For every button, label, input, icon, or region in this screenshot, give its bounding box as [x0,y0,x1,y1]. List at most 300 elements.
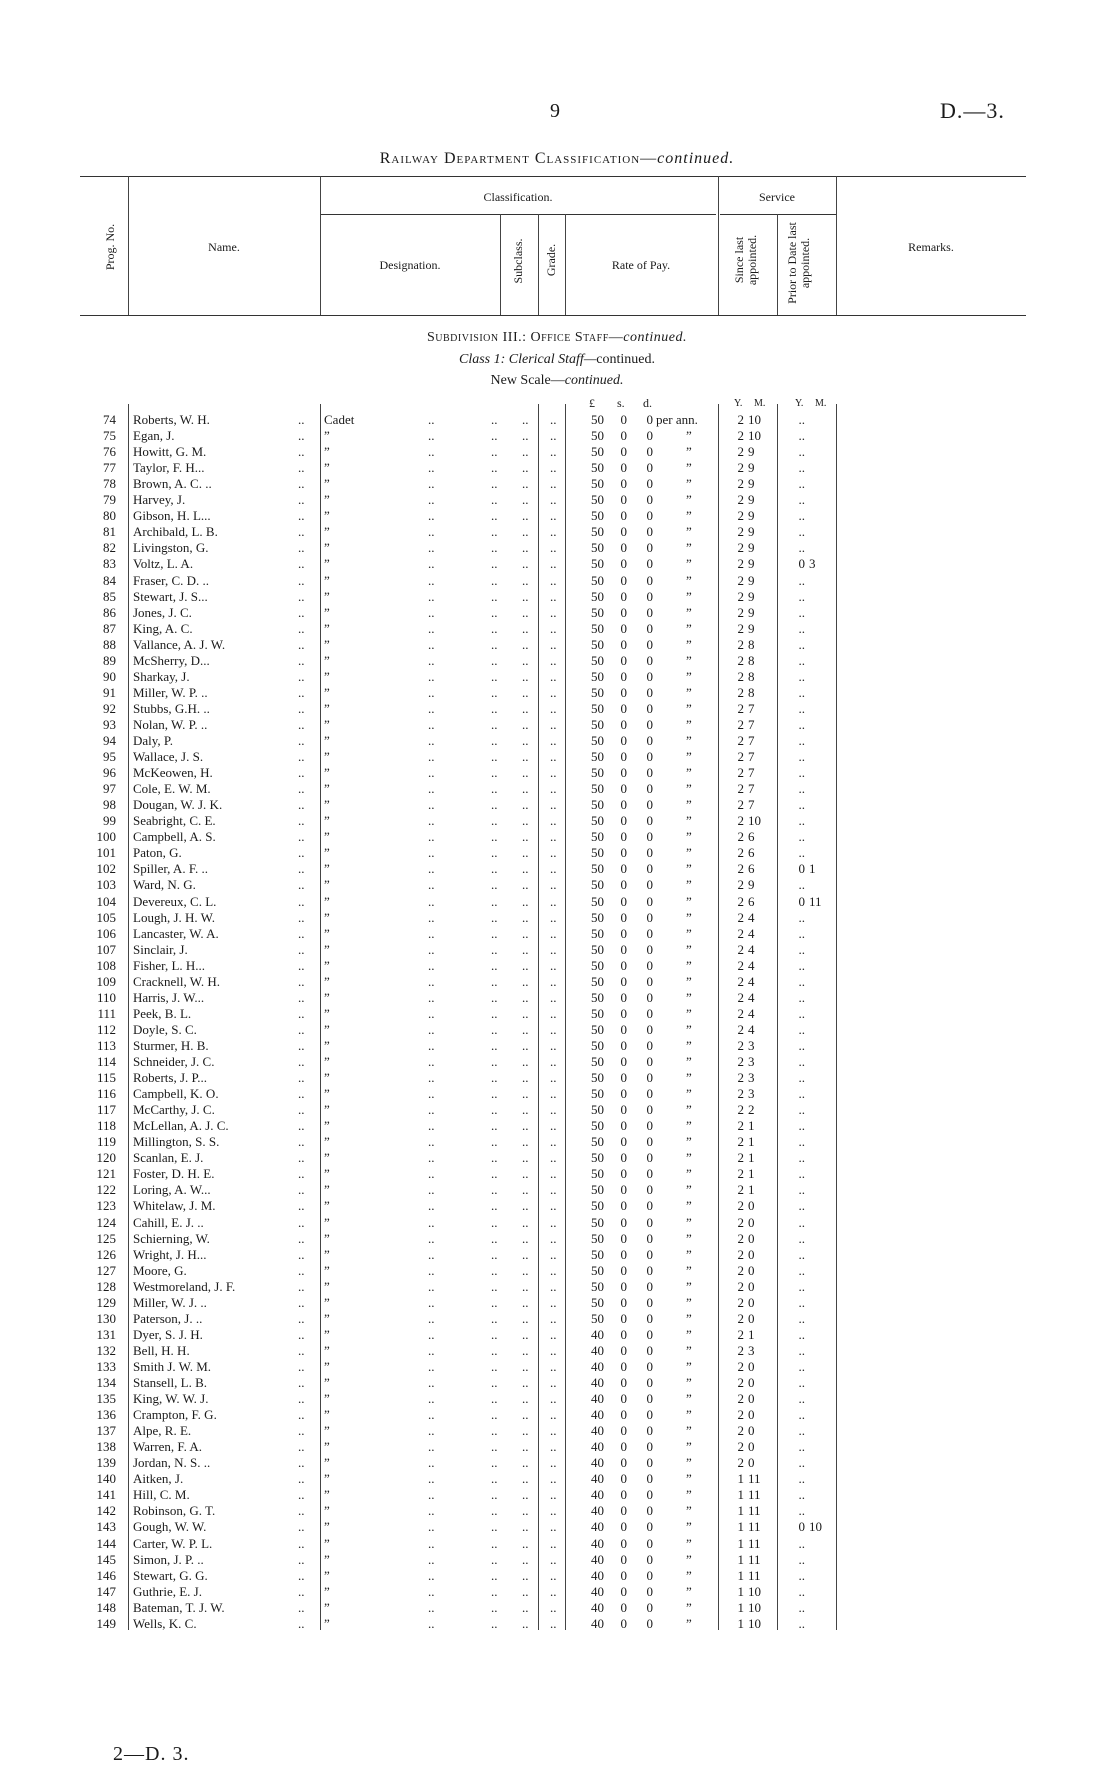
pay-pence-cell: 0 [646,1118,653,1134]
leader-dots: .. [550,1230,557,1246]
table-row [0,1311,1114,1327]
since-years-cell: 2 [737,781,744,797]
name-cell: Schierning, W. [133,1230,210,1246]
leader-dots: .. [428,1407,435,1423]
pay-pence-cell: 0 [646,1198,653,1214]
ditto-mark: ” [324,492,330,508]
since-years-cell: 2 [737,1021,744,1037]
prog-no-cell: 126 [96,1246,116,1262]
pay-pounds-cell: 50 [591,508,604,524]
prog-no-cell: 110 [96,989,116,1005]
leader-dots: .. [522,1150,529,1166]
pay-pounds-cell: 40 [591,1615,604,1631]
leader-dots: .. [798,1471,805,1487]
leader-dots: .. [298,620,305,636]
pay-pence-cell: 0 [646,620,653,636]
pay-pence-cell: 0 [646,781,653,797]
pay-shillings-cell: 0 [620,524,627,540]
name-cell: McKeowen, H. [133,765,213,781]
leader-dots: .. [522,1070,529,1086]
pay-pence-cell: 0 [646,460,653,476]
since-months-cell: 0 [748,1246,755,1262]
table-row [0,861,1114,877]
ditto-mark: ” [324,1487,330,1503]
leader-dots: .. [428,1615,435,1631]
leader-dots: .. [428,476,435,492]
pay-pence-cell: 0 [646,412,653,427]
pay-shillings-cell: 0 [620,925,627,941]
leader-dots: .. [491,829,498,845]
since-years-cell: 1 [737,1519,744,1535]
since-years-cell: 2 [737,1342,744,1358]
leader-dots: .. [491,476,498,492]
leader-dots: .. [798,668,805,684]
leader-dots: .. [798,652,805,668]
name-cell: Archibald, L. B. [133,524,218,540]
leader-dots: .. [798,1294,805,1310]
ditto-mark: ” [686,813,692,829]
pay-shillings-cell: 0 [620,540,627,556]
leader-dots: .. [798,1214,805,1230]
name-cell: Miller, W. P. .. [133,684,208,700]
leader-dots: .. [428,1021,435,1037]
leader-dots: .. [298,781,305,797]
prog-no-cell: 88 [103,636,116,652]
pay-shillings-cell: 0 [620,700,627,716]
ditto-mark: ” [324,1262,330,1278]
leader-dots: .. [550,1246,557,1262]
ditto-mark: ” [324,1455,330,1471]
since-months-cell: 3 [748,1037,755,1053]
leader-dots: .. [491,1407,498,1423]
leader-dots: .. [428,1342,435,1358]
leader-dots: .. [428,1599,435,1615]
pay-shillings-cell: 0 [620,909,627,925]
pay-pounds-cell: 50 [591,460,604,476]
leader-dots: .. [798,1342,805,1358]
name-cell: Dougan, W. J. K. [133,797,223,813]
leader-dots: .. [298,813,305,829]
prog-no-cell: 117 [96,1102,116,1118]
leader-dots: .. [550,1439,557,1455]
ditto-mark: ” [324,733,330,748]
leader-dots: .. [550,412,557,427]
prior-years-cell: 0 [798,1519,805,1535]
pay-shillings-cell: 0 [620,1583,627,1599]
prog-no-cell: 104 [96,893,116,909]
ditto-mark: ” [686,604,692,620]
leader-dots: .. [491,909,498,925]
pay-shillings-cell: 0 [620,716,627,732]
ditto-mark: ” [686,700,692,716]
unit-shillings: s. [617,396,625,410]
pay-shillings-cell: 0 [620,1070,627,1086]
leader-dots: .. [522,556,529,572]
leader-dots: .. [298,1054,305,1069]
ditto-mark: ” [686,893,692,909]
leader-dots: .. [491,508,498,524]
since-months-cell: 0 [748,1278,755,1294]
leader-dots: .. [798,1054,805,1069]
pay-pounds-cell: 50 [591,1278,604,1294]
pay-pence-cell: 0 [646,861,653,877]
leader-dots: .. [522,861,529,877]
leader-dots: .. [491,797,498,813]
ditto-mark: ” [324,1391,330,1407]
leader-dots: .. [798,572,805,588]
ditto-mark: ” [324,524,330,540]
ditto-mark: ” [324,845,330,861]
ditto-mark: ” [324,1342,330,1358]
prog-no-cell: 119 [96,1134,116,1150]
pay-shillings-cell: 0 [620,1487,627,1503]
pay-shillings-cell: 0 [620,620,627,636]
ditto-mark: ” [324,765,330,781]
leader-dots: .. [298,1583,305,1599]
since-years-cell: 1 [737,1551,744,1567]
leader-dots: .. [491,540,498,556]
leader-dots: .. [550,829,557,845]
leader-dots: .. [491,957,498,973]
pay-shillings-cell: 0 [620,636,627,652]
header-prog-no: Prog. No. [103,223,117,271]
prog-no-cell: 137 [96,1423,116,1439]
leader-dots: .. [550,1134,557,1150]
prog-no-cell: 130 [96,1310,116,1326]
header-prior-to-date: Prior to Date last appointed. [785,222,812,304]
since-months-cell: 0 [748,1262,755,1278]
leader-dots: .. [798,733,805,748]
since-years-cell: 2 [737,1278,744,1294]
since-years-cell: 2 [737,1455,744,1471]
leader-dots: .. [298,1037,305,1053]
leader-dots: .. [491,1021,498,1037]
leader-dots: .. [798,813,805,829]
ditto-mark: ” [324,941,330,957]
pay-shillings-cell: 0 [620,1134,627,1150]
name-cell: Bateman, T. J. W. [133,1599,225,1615]
name-cell: Sinclair, J. [133,941,188,957]
pay-pence-cell: 0 [646,765,653,781]
leader-dots: .. [428,460,435,476]
leader-dots: .. [491,1086,498,1102]
leader-dots: .. [550,893,557,909]
ditto-mark: ” [686,845,692,861]
ditto-mark: ” [686,668,692,684]
leader-dots: .. [428,1230,435,1246]
ditto-mark: ” [324,444,330,460]
leader-dots: .. [428,1278,435,1294]
ditto-mark: ” [324,1519,330,1535]
leader-dots: .. [798,716,805,732]
ditto-mark: ” [686,540,692,556]
name-cell: Howitt, G. M. [133,444,207,460]
ditto-mark: ” [686,1102,692,1118]
leader-dots: .. [428,1567,435,1583]
leader-dots: .. [798,1567,805,1583]
leader-dots: .. [522,524,529,540]
pay-pence-cell: 0 [646,1375,653,1390]
pay-pounds-cell: 40 [591,1487,604,1503]
leader-dots: .. [798,684,805,700]
pay-pence-cell: 0 [646,1487,653,1503]
table-row [0,1407,1114,1423]
name-cell: Alpe, R. E. [133,1423,192,1439]
leader-dots: .. [491,636,498,652]
name-cell: McLellan, A. J. C. [133,1118,229,1134]
leader-dots: .. [522,1294,529,1310]
leader-dots: .. [522,781,529,797]
pay-pounds-cell: 50 [591,1150,604,1166]
pay-pence-cell: 0 [646,829,653,845]
leader-dots: .. [522,668,529,684]
table-row [0,942,1114,958]
leader-dots: .. [798,444,805,460]
pay-pence-cell: 0 [646,1439,653,1455]
leader-dots: .. [798,1615,805,1631]
leader-dots: .. [428,1037,435,1053]
leader-dots: .. [522,716,529,732]
leader-dots: .. [491,989,498,1005]
ditto-mark: ” [686,508,692,524]
leader-dots: .. [798,604,805,620]
name-cell: Scanlan, E. J. [133,1150,204,1166]
since-months-cell: 7 [748,733,755,748]
leader-dots: .. [550,781,557,797]
leader-dots: .. [491,1455,498,1471]
table-row [0,1054,1114,1070]
ditto-mark: ” [686,909,692,925]
leader-dots: .. [798,781,805,797]
leader-dots: .. [298,877,305,893]
since-months-cell: 8 [748,684,755,700]
leader-dots: .. [298,652,305,668]
name-cell: McCarthy, J. C. [133,1102,215,1118]
pay-pence-cell: 0 [646,444,653,460]
ditto-mark: ” [324,1070,330,1086]
leader-dots: .. [298,893,305,909]
leader-dots: .. [550,1375,557,1390]
prog-no-cell: 142 [96,1503,116,1519]
leader-dots: .. [428,749,435,765]
pay-shillings-cell: 0 [620,1342,627,1358]
leader-dots: .. [522,813,529,829]
prog-no-cell: 128 [96,1278,116,1294]
leader-dots: .. [428,1471,435,1487]
leader-dots: .. [298,1230,305,1246]
leader-dots: .. [491,1439,498,1455]
since-years-cell: 2 [737,749,744,765]
name-cell: Seabright, C. E. [133,813,216,829]
prog-no-cell: 105 [96,909,116,925]
name-cell: Simon, J. P. .. [133,1551,204,1567]
pay-pence-cell: 0 [646,957,653,973]
leader-dots: .. [798,1583,805,1599]
pay-pounds-cell: 50 [591,652,604,668]
ditto-mark: ” [686,636,692,652]
prog-no-cell: 87 [103,620,116,636]
table-row [0,1102,1114,1118]
pay-pence-cell: 0 [646,668,653,684]
ditto-mark: ” [686,428,692,444]
leader-dots: .. [298,1262,305,1278]
prog-no-cell: 127 [96,1262,116,1278]
since-months-cell: 6 [748,829,755,845]
pay-pounds-cell: 50 [591,1182,604,1198]
pay-pounds-cell: 40 [591,1342,604,1358]
leader-dots: .. [428,1182,435,1198]
leader-dots: .. [550,540,557,556]
leader-dots: .. [428,572,435,588]
table-row [0,1086,1114,1102]
since-months-cell: 11 [748,1471,761,1487]
leader-dots: .. [298,700,305,716]
leader-dots: .. [298,1358,305,1374]
leader-dots: .. [428,1503,435,1519]
table-row [0,1198,1114,1214]
pay-pounds-cell: 50 [591,428,604,444]
prog-no-cell: 136 [96,1407,116,1423]
table-row [0,540,1114,556]
pay-pounds-cell: 50 [591,1102,604,1118]
pay-pounds-cell: 40 [591,1471,604,1487]
since-years-cell: 2 [737,428,744,444]
name-cell: Harvey, J. [133,492,186,508]
table-row [0,1182,1114,1198]
prog-no-cell: 106 [96,925,116,941]
pay-shillings-cell: 0 [620,444,627,460]
since-months-cell: 10 [748,428,761,444]
prog-no-cell: 77 [103,460,116,476]
leader-dots: .. [522,1567,529,1583]
leader-dots: .. [491,652,498,668]
ditto-mark: ” [686,1599,692,1615]
table-row [0,589,1114,605]
prog-no-cell: 81 [103,524,116,540]
leader-dots: .. [491,813,498,829]
pay-pounds-cell: 50 [591,700,604,716]
ditto-mark: ” [324,829,330,845]
name-cell: Gibson, H. L... [133,508,211,524]
ditto-mark: ” [324,1375,330,1390]
leader-dots: .. [428,1391,435,1407]
pay-pence-cell: 0 [646,973,653,989]
prog-no-cell: 113 [96,1037,116,1053]
pay-shillings-cell: 0 [620,1278,627,1294]
header-service: Service [759,190,795,204]
leader-dots: .. [491,412,498,427]
pay-pounds-cell: 50 [591,909,604,925]
pay-pence-cell: 0 [646,797,653,813]
leader-dots: .. [550,1102,557,1118]
ditto-mark: ” [324,1054,330,1069]
leader-dots: .. [298,668,305,684]
table-row [0,974,1114,990]
ditto-mark: ” [686,1407,692,1423]
ditto-mark: ” [324,1294,330,1310]
since-months-cell: 1 [748,1182,755,1198]
leader-dots: .. [522,957,529,973]
leader-dots: .. [491,893,498,909]
since-months-cell: 4 [748,957,755,973]
prog-no-cell: 129 [96,1294,116,1310]
ditto-mark: ” [324,700,330,716]
leader-dots: .. [522,1391,529,1407]
unit-years-since: Y. [734,398,743,409]
since-years-cell: 2 [737,588,744,604]
leader-dots: .. [428,540,435,556]
name-cell: Warren, F. A. [133,1439,203,1455]
leader-dots: .. [550,1503,557,1519]
ditto-mark: ” [686,588,692,604]
since-years-cell: 2 [737,893,744,909]
leader-dots: .. [522,893,529,909]
header-remarks: Remarks. [908,240,954,254]
since-years-cell: 2 [737,684,744,700]
leader-dots: .. [298,1487,305,1503]
pay-pounds-cell: 40 [591,1551,604,1567]
ditto-mark: ” [686,1615,692,1631]
leader-dots: .. [298,1519,305,1535]
table-row [0,765,1114,781]
leader-dots: .. [522,572,529,588]
leader-dots: .. [550,604,557,620]
since-years-cell: 2 [737,877,744,893]
pay-shillings-cell: 0 [620,492,627,508]
ditto-mark: ” [324,636,330,652]
leader-dots: .. [428,652,435,668]
leader-dots: .. [522,1182,529,1198]
prog-no-cell: 75 [103,428,116,444]
leader-dots: .. [491,1182,498,1198]
prog-no-cell: 79 [103,492,116,508]
pay-pounds-cell: 40 [591,1535,604,1551]
leader-dots: .. [491,1118,498,1134]
since-years-cell: 1 [737,1535,744,1551]
ditto-mark: ” [324,1021,330,1037]
leader-dots: .. [522,652,529,668]
since-months-cell: 0 [748,1358,755,1374]
ditto-mark: ” [686,1198,692,1214]
leader-dots: .. [428,1070,435,1086]
ditto-mark: ” [686,733,692,748]
header-top-rule [80,176,1026,177]
leader-dots: .. [298,733,305,748]
pay-shillings-cell: 0 [620,1102,627,1118]
leader-dots: .. [298,1182,305,1198]
pay-pence-cell: 0 [646,1021,653,1037]
unit-months-prior: M. [815,398,827,409]
since-years-cell: 2 [737,973,744,989]
table-row [0,1038,1114,1054]
leader-dots: .. [298,765,305,781]
since-months-cell: 6 [748,861,755,877]
leader-dots: .. [522,925,529,941]
leader-dots: .. [428,684,435,700]
ditto-mark: ” [686,1005,692,1021]
pay-shillings-cell: 0 [620,989,627,1005]
leader-dots: .. [298,1407,305,1423]
since-months-cell: 11 [748,1551,761,1567]
pay-pounds-cell: 50 [591,716,604,732]
pay-pounds-cell: 50 [591,813,604,829]
pay-shillings-cell: 0 [620,1599,627,1615]
subdivision-heading: Subdivision III.: Office Staff—continued. [427,330,687,345]
leader-dots: .. [550,989,557,1005]
leader-dots: .. [428,973,435,989]
table-row [0,1070,1114,1086]
ditto-mark: ” [686,716,692,732]
